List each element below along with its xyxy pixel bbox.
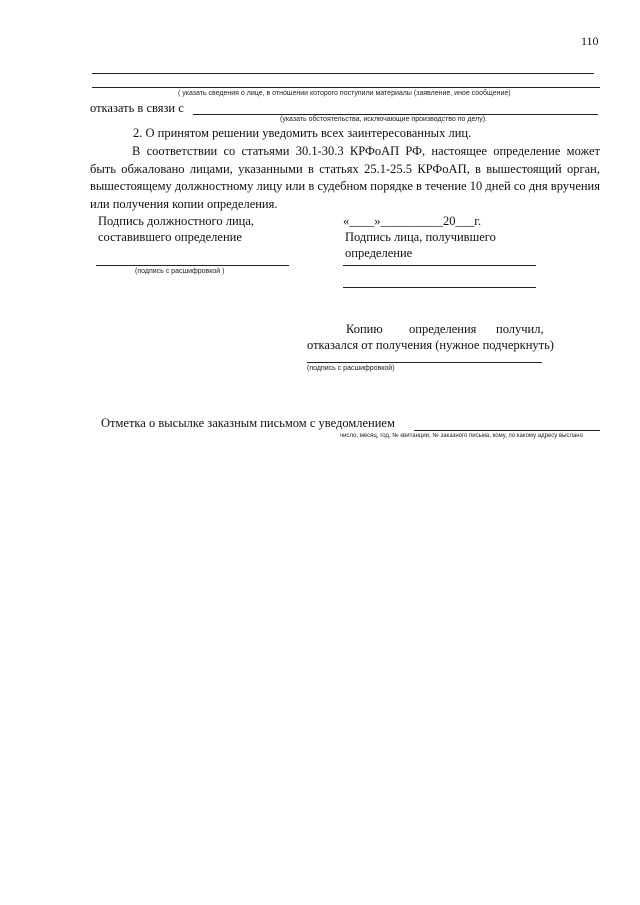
subject-line-2 xyxy=(92,87,600,88)
mail-mark-label: Отметка о высылке заказным письмом с уведомлением xyxy=(101,416,395,430)
copy-received-word-2: определения xyxy=(409,322,477,336)
mail-mark-line xyxy=(414,430,600,431)
copy-sign-line xyxy=(307,362,542,363)
copy-received-word-3: получил, xyxy=(496,322,544,336)
appeal-paragraph: В соответствии со статьями 30.1-30.3 КРФоАП РФ, настоящее определение может быть обжаловано лицами, указанными в статьях 25.1-25.5 КРФоАП, в вышестоящий орган, вышестоящему должностному лицу или в судебном порядке в течение 10 дней со дня вручения или получения копии определения. xyxy=(90,144,600,211)
recipient-sign-line-1 xyxy=(343,265,536,266)
page-number: 110 xyxy=(581,34,599,48)
official-sign-line xyxy=(96,265,289,266)
copy-sign-caption: (подпись с расшифровкой) xyxy=(307,365,395,372)
recipient-sign-label-2: определение xyxy=(345,246,413,260)
recipient-sign-line-2 xyxy=(343,287,536,288)
circumstances-caption: (указать обстоятельства, исключающие производство по делу). xyxy=(280,116,487,123)
subject-caption: ( указать сведения о лице, в отношении которого поступили материалы (заявление, иное сообщение) xyxy=(178,90,511,97)
refuse-label: отказать в связи с xyxy=(90,101,184,115)
copy-received-word-1: Копию xyxy=(346,322,383,336)
point-2: 2. О принятом решении уведомить всех заинтересованных лиц. xyxy=(133,126,472,140)
official-sign-label-2: составившего определение xyxy=(98,230,242,244)
official-sign-caption: (подпись с расшифровкой ) xyxy=(135,268,225,275)
subject-line-1 xyxy=(92,73,594,74)
copy-received-line-2: отказался от получения (нужное подчеркнуть) xyxy=(307,338,554,352)
official-sign-label-1: Подпись должностного лица, xyxy=(98,214,255,228)
refuse-line xyxy=(193,114,598,115)
recipient-sign-label-1: Подпись лица, получившего xyxy=(345,230,496,244)
date-line: «____»__________20___г. xyxy=(343,214,482,228)
mail-mark-caption: число, месяц, год, № квитанции, № заказного письма, кому, по какому адресу выслано xyxy=(340,433,583,439)
